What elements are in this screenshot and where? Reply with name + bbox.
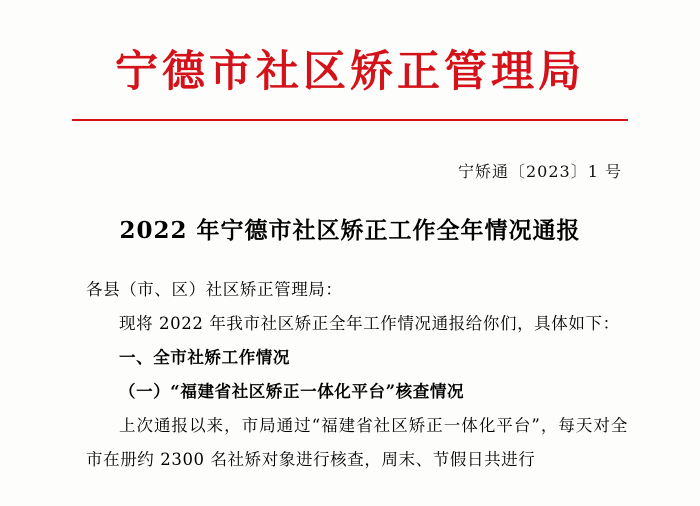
heading-section-one: 一、全市社矫工作情况 xyxy=(119,348,290,368)
paragraph-body-one: 上次通报以来，市局通过“福建省社区矫正一体化平台”，每天对全市在册约 2300 名社矫对象进行核查，周末、节假日共进行 xyxy=(86,415,628,469)
document-number: 宁矫通〔2023〕1 号 xyxy=(458,162,622,182)
masthead-title: 宁德市社区矫正管理局 xyxy=(115,47,585,97)
page-title: 2022 年宁德市社区矫正工作全年情况通报 xyxy=(119,217,581,245)
paragraph-opening: 现将 2022 年我市社区矫正全年工作情况通报给你们，具体如下： xyxy=(119,314,620,334)
masthead-divider xyxy=(72,119,628,121)
heading-subsection-one: （一）“福建省社区矫正一体化平台”核查情况 xyxy=(119,381,465,401)
paragraph-addressee: 各县（市、区）社区矫正管理局： xyxy=(86,280,343,300)
masthead xyxy=(0,0,700,121)
document-body xyxy=(0,273,700,476)
